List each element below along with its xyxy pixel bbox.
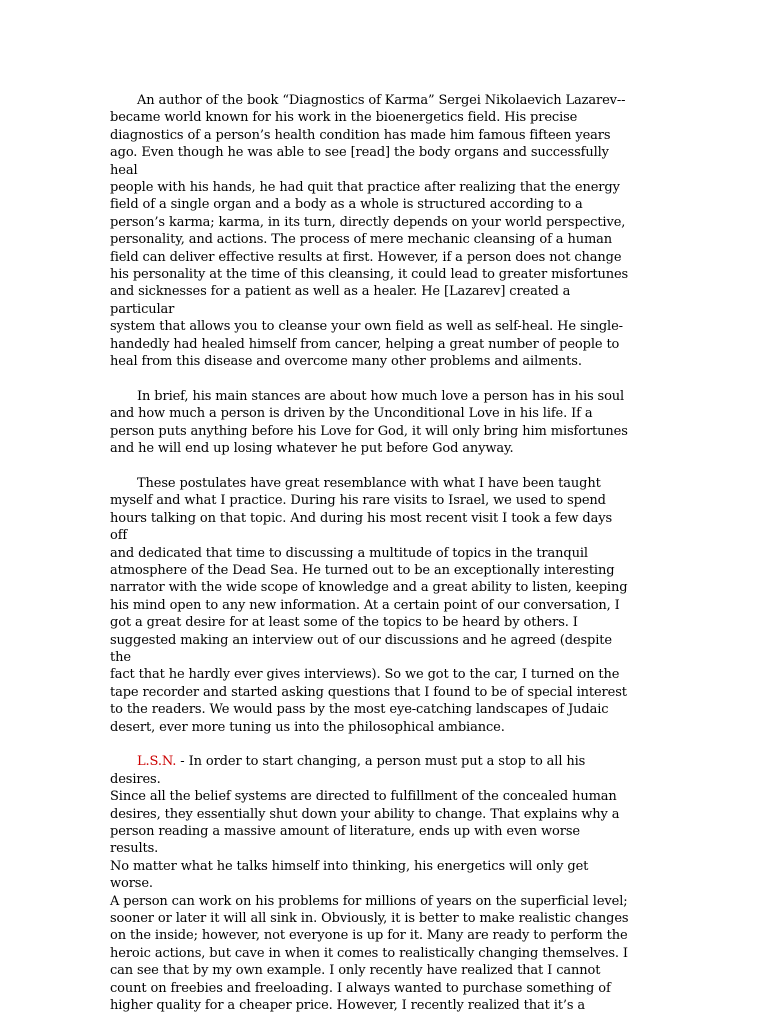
document-page (110, 92, 630, 1032)
answer-text: - In order to start changing, a person must put a stop to all his desires. Since all the belief systems are directed to fulfillment of the concealed human desires, they essentially shut down your ability to change. That explains why a person reading a massive amount of literature, ends up with even worse results. No matter what he talks himself into thinking, his energetics will only get worse. A person can work on his problems for millions of years on the superficial level; sooner or later it will all sink in. Obviously, it is better to make realistic changes on the inside; however, not everyone is up for it. Many are ready to perform the heroic actions, but cave in when it comes to realistically changing themselves. I can see that by my own example. I only recently have realized that I cannot count on freebies and freeloading. I always wanted to purchase something of higher quality for a cheaper price. However, I recently realized that it’s a (110, 754, 629, 1014)
paragraph-author-intro: An author of the book “Diagnostics of Karma” Sergei Nikolaevich Lazarev-- became world known for his work in the bioenergetics field. His precise diagnostics of a person’s health condition has made him famous fifteen years ago. Even though he was able to see [read] the body organs and successfully heal people with his hands, he had quit that practice after realizing that the energy field of a single organ and a body as a whole is structured according to a person’s karma; karma, in its turn, directly depends on your world perspective, personality, and actions. The process of mere mechanic cleansing of a human field can deliver effective results at first. However, if a person does not change his personality at the time of this cleansing, it could lead to greater misfortunes and sicknesses for a patient as well as a healer. He [Lazarev] created a particular system that allows you to cleanse your own field as well as self-heal. He single- handedly had healed himself from cancer, helping a great number of people to heal from this disease and overcome many other problems and ailments. (110, 93, 629, 370)
paragraph-main-stances: In brief, his main stances are about how much love a person has in his soul and how much a person is driven by the Unconditional Love in his life. If a person puts anything before his Love for God, it will only bring him misfortunes and he will end up losing whatever he put before God anyway. (110, 388, 628, 457)
speaker-label: L.S.N. (137, 754, 177, 770)
paragraph-interview-answer (110, 753, 630, 1014)
paragraph-postulates: These postulates have great resemblance with what I have been taught myself and what I practice. During his rare visits to Israel, we used to spend hours talking on that topic. And during his most recent visit I took a few days off and dedicated that time to discussing a multitude of topics in the tranquil atmosphere of the Dead Sea. He turned out to be an exceptionally interesting narrator with the wide scope of knowledge and a great ability to listen, keeping his mind open to any new information. At a certain point of our conversation, I got a great desire for at least some of the topics to be heard by others. I suggested making an interview out of our discussions and he agreed (despite the fact that he hardly ever gives interviews). So we got to the car, I turned on the tape recorder and started asking questions that I found to be of special interest to the readers. We would pass by the most eye-catching landscapes of Judaic desert, ever more tuning us into the philosophical ambiance. (110, 475, 628, 735)
